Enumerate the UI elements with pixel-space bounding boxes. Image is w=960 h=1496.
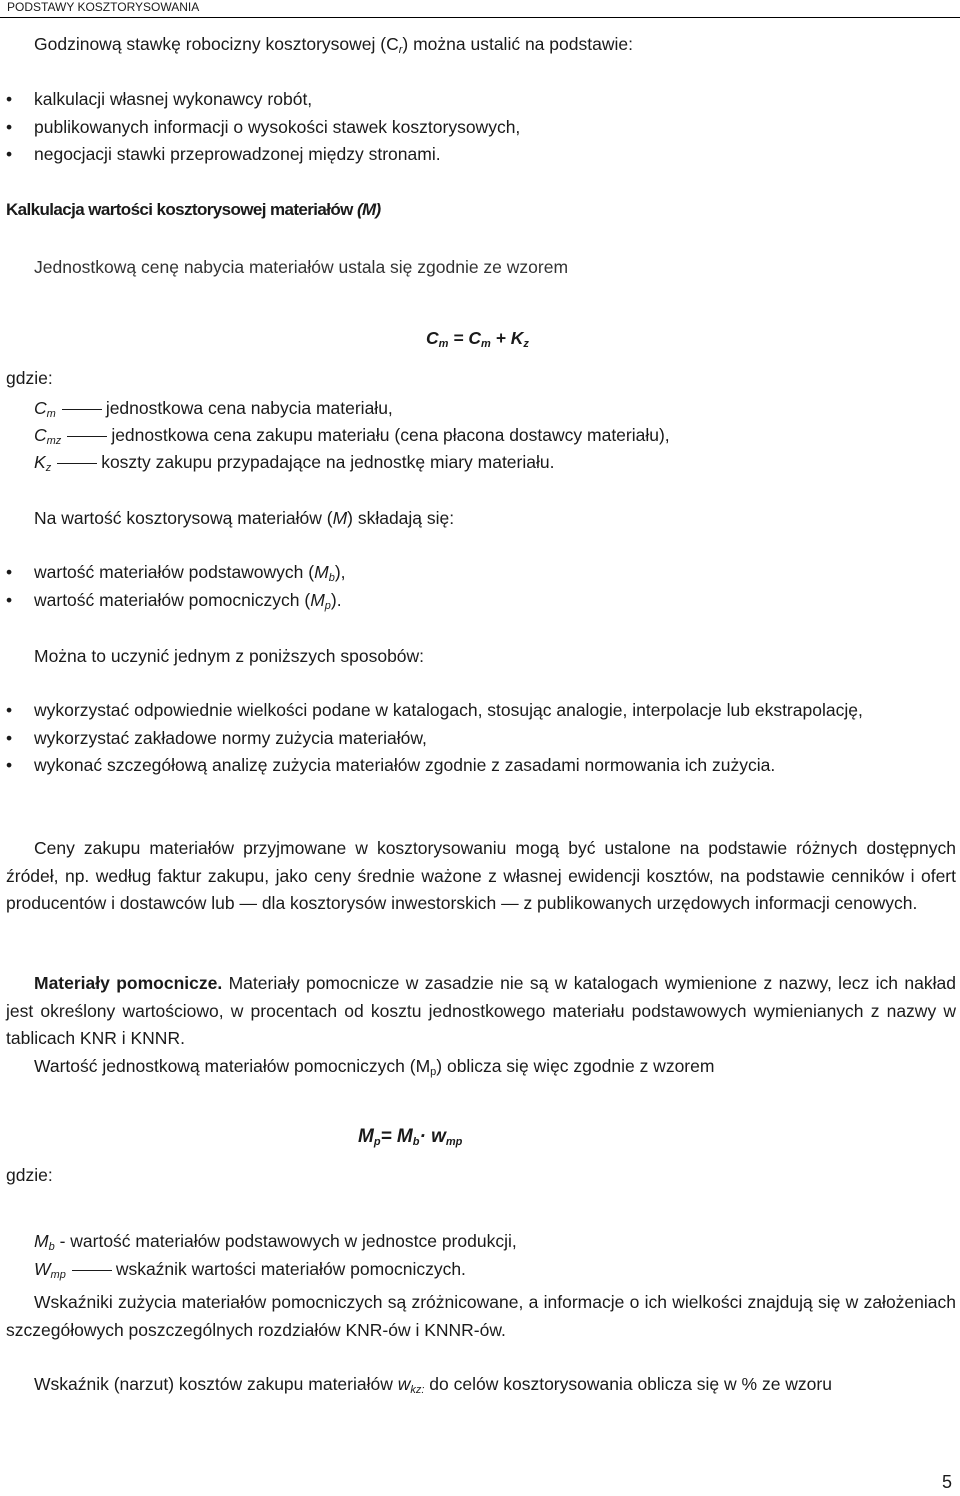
- auxiliary-formula-lead: Wartość jednostkową materiałów pomocniczych $(M_p)$ oblicza się więc zgodnie z wzorem: [34, 1056, 715, 1078]
- methods-bullet-list: [6, 697, 956, 780]
- indicators-paragraph: Wskaźniki zużycia materiałów pomocniczych są zróżnicowane, a informacje o ich wielkości znajdują się w założeniach szczegółowych poszczególnych rozdziałów KNR-ów i KNNR-ów.: [6, 1292, 956, 1340]
- em-dash: [67, 436, 107, 437]
- components-lead: Na wartość kosztorysową materiałów (M) składają się:: [34, 508, 455, 528]
- bullet-marker: •: [6, 562, 13, 582]
- auxiliary-paragraph: Materiały pomocnicze. Materiały pomocnicze w zasadzie nie są w katalogach wymienione z nazwy, lecz ich nakład jest określony wartościowo, w procentach od kosztu jednostkowego materiału podstawowych wymienianych z nazwy w tablicach KNR i KNNR.: [6, 973, 956, 1048]
- list-item: • wartość materiałów pomocniczych $(M_p)$.: [6, 589, 342, 612]
- bullet-marker: •: [6, 755, 13, 775]
- definition-row: $C_m$ jednostkowa cena nabycia materiału,: [34, 398, 393, 420]
- em-dash: [62, 409, 102, 410]
- methods-lead: Można to uczynić jednym z poniższych sposobów:: [34, 646, 425, 666]
- bullet-marker: •: [6, 727, 13, 748]
- bullet-marker: •: [6, 144, 13, 164]
- definition-row: $C_{mz}$ jednostkowa cena zakupu materiału (cena płacona dostawcy materiału),: [34, 425, 670, 447]
- running-header: [0, 0, 960, 18]
- bullet-marker: •: [6, 89, 13, 109]
- page-number: 5: [941, 1472, 952, 1492]
- formula-auxiliary-value: $M_p= M_b\cdot w_{mp}$: [358, 1126, 463, 1148]
- bullet-marker: •: [6, 116, 13, 137]
- definition-row: $M_b$ - wartość materiałów podstawowych w jednostce produkcji,: [34, 1231, 517, 1253]
- intro-bullet-list: [6, 86, 521, 169]
- list-item: • wykorzystać zakładowe normy zużycia materiałów,: [6, 725, 956, 753]
- components-bullet-list: [6, 559, 346, 614]
- section-lead: Jednostkową cenę nabycia materiałów ustala się zgodnie ze wzorem: [34, 257, 569, 277]
- bullet-marker: •: [6, 589, 13, 610]
- list-item: • publikowanych informacji o wysokości stawek kosztorysowych,: [6, 116, 521, 137]
- formula-unit-price: $C_m = C_m + K_z$: [426, 328, 529, 350]
- bullet-marker: •: [6, 700, 13, 720]
- em-dash: [57, 463, 97, 464]
- header-title: PODSTAWY KOSZTORYSOWANIA: [7, 0, 200, 14]
- list-item: • wartość materiałów podstawowych $(M_b)$,: [6, 562, 346, 584]
- prices-paragraph: Ceny zakupu materiałów przyjmowane w kosztorysowaniu mogą być ustalone na podstawie różnych dostępnych źródeł, np. według faktur zakupu, jako ceny średnie ważone z własnej ewidencji kosztów, na podstawie cenników i ofert producentów i dostawców lub — dla kosztorysów inwestorskich — z publikowanych urzędowych informacji cenowych.: [6, 838, 956, 913]
- final-paragraph: Wskaźnik (narzut) kosztów zakupu materiałów $w_{kz:}$ do celów kosztorysowania oblicza się w % ze wzoru: [34, 1374, 832, 1396]
- list-item: • wykorzystać odpowiednie wielkości podane w katalogach, stosując analogie, interpolacje lub ekstrapolację,: [6, 697, 956, 725]
- where-label-2: gdzie:: [6, 1165, 53, 1185]
- definition-row: $W_{mp}$ wskaźnik wartości materiałów pomocniczych.: [34, 1259, 466, 1281]
- intro-lead: Godzinową stawkę robocizny kosztorysowej $(C_r)$ można ustalić na podstawie:: [34, 34, 633, 56]
- section-heading: Kalkulacja wartości kosztorysowej materiałów (M): [6, 200, 381, 219]
- list-item: • kalkulacji własnej wykonawcy robót,: [6, 89, 313, 109]
- definition-row: $K_z$ koszty zakupu przypadające na jednostkę miary materiału.: [34, 452, 555, 474]
- em-dash: [72, 1270, 112, 1271]
- list-item: • wykonać szczegółową analizę zużycia materiałów zgodnie z zasadami normowania ich zużycia.: [6, 752, 956, 780]
- where-label: gdzie:: [6, 368, 53, 388]
- list-item: • negocjacji stawki przeprowadzonej między stronami.: [6, 144, 441, 164]
